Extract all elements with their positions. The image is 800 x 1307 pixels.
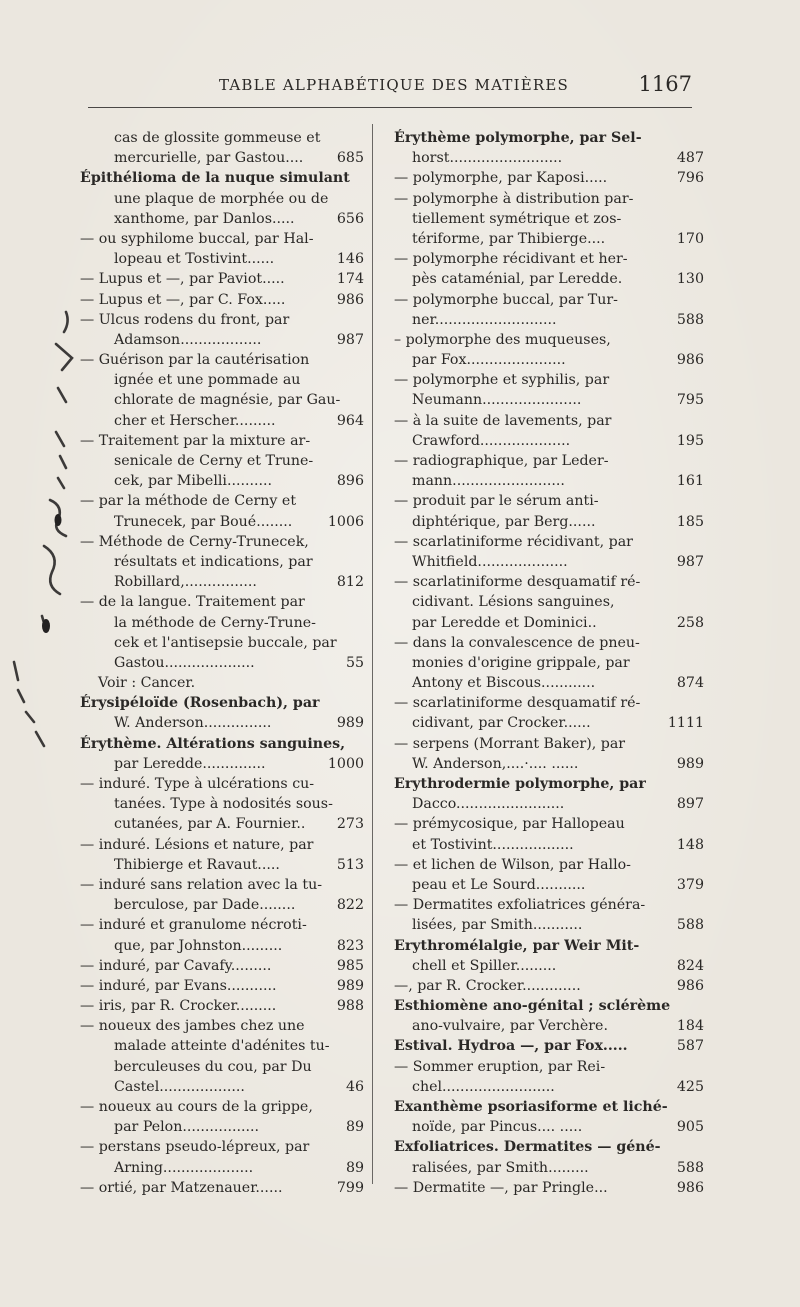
entry-text: — prémycosique, par Hallopeau (394, 816, 625, 833)
entry-text: Trunecek, par Boué........ (114, 513, 293, 530)
entry-text: — induré, par Evans........... (80, 977, 277, 994)
entry-page-ref: 1111 (667, 715, 704, 732)
entry-page-ref: 148 (676, 836, 704, 853)
left-index-column (80, 128, 364, 1198)
entry-text: — polymorphe buccal, par Tur- (394, 291, 618, 308)
index-entry-line (394, 128, 692, 148)
entry-text: — perstans pseudo-lépreux, par (80, 1139, 310, 1156)
index-entry-line (394, 1036, 704, 1056)
entry-page-ref: 185 (676, 513, 704, 530)
entry-page-ref: 587 (676, 1038, 704, 1055)
entry-text: — et lichen de Wilson, par Hallo- (394, 856, 631, 873)
index-entry-line (80, 572, 364, 592)
entry-text: — iris, par R. Crocker......... (80, 998, 277, 1015)
entry-text: Castel................... (114, 1078, 245, 1095)
entry-text: – polymorphe des muqueuses, (394, 331, 611, 348)
entry-page-ref: 897 (676, 796, 704, 813)
entry-text: berculeuses du cou, par Du (114, 1058, 312, 1075)
entry-text: chell et Spiller......... (412, 957, 557, 974)
index-entry-line (80, 835, 344, 855)
entry-text: lopeau et Tostivint...... (114, 251, 275, 268)
index-entry-line (394, 835, 704, 855)
page-header (88, 72, 700, 100)
index-entry-line (394, 875, 704, 895)
index-entry-line (394, 936, 692, 956)
entry-text: tériforme, par Thibierge.... (412, 230, 606, 247)
index-entry-line (80, 491, 344, 511)
page-number: 1167 (638, 72, 692, 96)
index-entry-line (394, 168, 704, 188)
entry-page-ref: 588 (676, 1159, 704, 1176)
entry-text: la méthode de Cerny-Trune- (114, 614, 316, 631)
entry-text: — induré. Lésions et nature, par (80, 836, 314, 853)
entry-page-ref: 89 (345, 1159, 364, 1176)
index-entry-line (80, 653, 364, 673)
index-entry-line (394, 512, 704, 532)
entry-text: — Lupus et —, par C. Fox..... (80, 291, 286, 308)
entry-text: — radiographique, par Leder- (394, 453, 609, 469)
entry-text: tiellement symétrique et zos- (412, 210, 622, 227)
entry-text: cutanées, par A. Fournier.. (114, 816, 306, 833)
entry-text: par Leredde et Dominici.. (412, 614, 597, 631)
entry-text: Thibierge et Ravaut..... (114, 856, 280, 873)
index-entry-line (80, 512, 364, 532)
entry-page-ref: 986 (676, 352, 704, 369)
index-entry-line (80, 1178, 364, 1198)
index-entry-line (80, 734, 344, 754)
entry-text: cek, par Mibelli.......... (114, 473, 273, 490)
index-entry-line (394, 1117, 704, 1137)
index-entry-line (394, 532, 692, 552)
index-entry-line (394, 592, 692, 612)
index-entry-line (394, 249, 692, 269)
right-index-column (394, 128, 704, 1198)
index-entry-line (394, 713, 704, 733)
entry-page-ref: 896 (336, 473, 364, 490)
entry-text: — dans la convalescence de pneu- (394, 634, 640, 651)
entry-page-ref: 258 (676, 614, 704, 631)
entry-page-ref: 161 (676, 473, 704, 490)
index-entry-line (394, 673, 704, 693)
index-entry-line (80, 269, 364, 289)
index-entry-line (394, 613, 704, 633)
index-entry-line (394, 734, 692, 754)
index-entry-line (394, 1057, 692, 1077)
entry-page-ref: 273 (336, 816, 364, 833)
entry-text: et Tostivint.................. (412, 836, 574, 853)
index-entry-line (80, 956, 364, 976)
entry-text: Antony et Biscous............ (412, 675, 596, 692)
index-entry-line (394, 269, 704, 289)
entry-text: ano-vulvaire, par Verchère. (412, 1018, 608, 1035)
entry-page-ref: 812 (336, 574, 364, 591)
entry-text: — noueux des jambes chez une (80, 1018, 305, 1035)
entry-text: senicale de Cerny et Trune- (114, 453, 314, 469)
entry-text: cher et Herscher......... (114, 412, 276, 429)
index-entry-line (394, 148, 704, 168)
index-entry-line (80, 754, 364, 774)
index-entry-line (80, 996, 364, 1016)
index-entry-line (80, 1097, 344, 1117)
header-rule (88, 107, 692, 108)
entry-page-ref: 987 (676, 553, 704, 570)
entry-text: cas de glossite gommeuse et (114, 130, 321, 146)
entry-text: mann......................... (412, 473, 565, 490)
index-entry-line (80, 411, 364, 431)
index-entry-line (80, 128, 344, 148)
entry-text: — polymorphe et syphilis, par (394, 372, 610, 389)
entry-page-ref: 987 (336, 331, 364, 348)
index-entry-line (394, 229, 704, 249)
entry-page-ref: 513 (336, 856, 364, 873)
index-entry-line (80, 976, 364, 996)
index-entry-line (394, 370, 692, 390)
index-entry-line (394, 693, 692, 713)
index-entry-line (80, 168, 350, 188)
entry-text: par Leredde.............. (114, 755, 266, 772)
entry-page-ref: 174 (336, 271, 364, 288)
index-entry-line (394, 552, 704, 572)
entry-text: — Sommer eruption, par Rei- (394, 1058, 606, 1075)
running-title: TABLE ALPHABÉTIQUE DES MATIÈRES (218, 76, 570, 94)
entry-page-ref: 989 (336, 977, 364, 994)
index-entry-line (394, 431, 704, 451)
index-entry-line (80, 310, 344, 330)
entry-text: — induré. Type à ulcérations cu- (80, 776, 315, 792)
entry-text: cidivant. Lésions sanguines, (412, 594, 615, 611)
entry-text: — Dermatite —, par Pringle... (394, 1179, 608, 1196)
entry-page-ref: 89 (345, 1119, 364, 1136)
index-entry-line (80, 1036, 344, 1056)
entry-text: xanthome, par Danlos..... (114, 210, 295, 227)
entry-text: Crawford.................... (412, 432, 571, 449)
index-entry-line (394, 350, 704, 370)
index-entry-line (80, 1158, 364, 1178)
entry-text: Adamson.................. (114, 331, 262, 348)
entry-text: — de la langue. Traitement par (80, 594, 305, 611)
index-entry-line (80, 431, 344, 451)
entry-page-ref: 487 (676, 150, 704, 167)
entry-page-ref: 874 (676, 675, 704, 692)
entry-text: malade atteinte d'adénites tu- (114, 1038, 330, 1055)
entry-text: ralisées, par Smith......... (412, 1159, 589, 1176)
entry-page-ref: 46 (345, 1078, 364, 1095)
entry-text: une plaque de morphée ou de (114, 190, 329, 207)
index-entry-line (80, 229, 344, 249)
entry-text: — produit par le sérum anti- (394, 493, 599, 510)
entry-text: Whitfield.................... (412, 553, 568, 570)
index-entry-line (394, 956, 704, 976)
entry-text: — ou syphilome buccal, par Hal- (80, 230, 314, 247)
index-entry-line (394, 633, 692, 653)
entry-page-ref: 588 (676, 311, 704, 328)
entry-text: Exanthème psoriasiforme et liché- (394, 1099, 668, 1115)
index-entry-line (394, 1097, 692, 1117)
index-entry-line (394, 1016, 704, 1036)
entry-text: Esthiomène ano-génital ; sclérème (394, 998, 671, 1015)
entry-text: que, par Johnston......... (114, 937, 283, 954)
entry-page-ref: 988 (336, 998, 364, 1015)
index-entry-line (80, 290, 364, 310)
entry-page-ref: 379 (676, 876, 704, 893)
entry-page-ref: 986 (336, 291, 364, 308)
index-entry-line (80, 592, 344, 612)
entry-page-ref: 146 (336, 251, 364, 268)
entry-page-ref: 985 (336, 957, 364, 974)
entry-text: — noueux au cours de la grippe, (80, 1099, 313, 1115)
index-entry-line (80, 1117, 364, 1137)
index-entry-line (394, 1158, 704, 1178)
entry-text: — Méthode de Cerny-Trunecek, (80, 533, 309, 550)
entry-text: chlorate de magnésie, par Gau- (114, 392, 341, 409)
index-entry-line (80, 713, 364, 733)
index-entry-line (394, 774, 692, 794)
index-entry-line (394, 471, 704, 491)
index-entry-line (80, 189, 344, 209)
index-entry-line (394, 330, 692, 350)
entry-text: résultats et indications, par (114, 553, 313, 570)
index-entry-line (80, 552, 344, 572)
index-entry-line (394, 572, 692, 592)
index-entry-line (80, 209, 364, 229)
entry-page-ref: 184 (676, 1018, 704, 1035)
index-entry-line (394, 895, 692, 915)
index-entry-line (80, 774, 344, 794)
entry-text: — scarlatiniforme récidivant, par (394, 533, 633, 550)
entry-text: diphtérique, par Berg...... (412, 513, 596, 530)
entry-page-ref: 986 (676, 977, 704, 994)
index-entry-line (394, 653, 692, 673)
index-entry-line (394, 915, 704, 935)
index-entry-line (80, 814, 364, 834)
index-entry-line (394, 996, 692, 1016)
entry-text: — Dermatites exfoliatrices généra- (394, 897, 646, 914)
entry-text: mercurielle, par Gastou.... (114, 150, 304, 167)
index-entry-line (80, 895, 364, 915)
index-entry-line (394, 1178, 704, 1198)
entry-text: — Traitement par la mixture ar- (80, 432, 311, 449)
index-entry-line (80, 471, 364, 491)
entry-page-ref: 822 (336, 897, 364, 914)
entry-text: — induré, par Cavafy......... (80, 957, 272, 974)
index-entry-line (394, 754, 704, 774)
index-entry-line (394, 310, 704, 330)
entry-page-ref: 1000 (327, 755, 364, 772)
entry-page-ref: 795 (676, 392, 704, 409)
entry-page-ref: 799 (336, 1179, 364, 1196)
entry-text: Erythrodermie polymorphe, par (394, 776, 646, 792)
index-entry-line (394, 411, 692, 431)
entry-text: Neumann...................... (412, 392, 582, 409)
index-entry-line (80, 855, 364, 875)
index-entry-line (80, 613, 344, 633)
entry-text: berculose, par Dade........ (114, 897, 296, 914)
index-entry-line (80, 633, 344, 653)
index-entry-line (394, 1137, 692, 1157)
entry-text: par Fox...................... (412, 352, 566, 369)
index-entry-line (394, 976, 704, 996)
index-entry-line (394, 794, 704, 814)
index-entry-line (394, 451, 692, 471)
entry-text: horst......................... (412, 150, 563, 167)
index-entry-line (394, 189, 692, 209)
index-entry-line (80, 350, 344, 370)
entry-text: cidivant, par Crocker...... (412, 715, 591, 732)
entry-text: cek et l'antisepsie buccale, par (114, 634, 337, 651)
entry-text: monies d'origine grippale, par (412, 654, 630, 671)
entry-text: ner........................... (412, 311, 557, 328)
entry-text: Voir : Cancer. (98, 675, 196, 692)
entry-text: — scarlatiniforme desquamatif ré- (394, 574, 641, 591)
column-divider (372, 124, 373, 1184)
entry-page-ref: 588 (676, 917, 704, 934)
index-entry-line (394, 290, 692, 310)
entry-page-ref: 989 (676, 755, 704, 772)
entry-page-ref: 170 (676, 230, 704, 247)
entry-text: par Pelon................. (114, 1119, 260, 1136)
entry-text: chel......................... (412, 1078, 555, 1095)
index-entry-line (80, 936, 364, 956)
entry-text: — serpens (Morrant Baker), par (394, 735, 626, 752)
entry-text: — polymorphe récidivant et her- (394, 251, 628, 268)
entry-text: Érythème. Altérations sanguines, (80, 735, 346, 752)
index-entry-line (80, 693, 344, 713)
index-entry-line (394, 390, 704, 410)
index-entry-line (80, 451, 344, 471)
entry-page-ref: 195 (676, 432, 704, 449)
entry-page-ref: 964 (336, 412, 364, 429)
entry-text: tanées. Type à nodosités sous- (114, 796, 333, 813)
entry-text: Exfoliatrices. Dermatites — géné- (394, 1139, 661, 1156)
index-entry-line (80, 148, 364, 168)
entry-page-ref: 656 (336, 210, 364, 227)
entry-text: ignée et une pommade au (114, 372, 301, 389)
index-entry-line (80, 673, 344, 693)
index-entry-line (80, 1077, 364, 1097)
index-entry-line (394, 209, 692, 229)
entry-text: lisées, par Smith........... (412, 917, 583, 934)
entry-text: —, par R. Crocker............. (394, 977, 581, 994)
index-entry-line (80, 390, 344, 410)
entry-text: — polymorphe, par Kaposi..... (394, 170, 608, 187)
index-entry-line (80, 370, 344, 390)
entry-text: Erythromélalgie, par Weir Mit- (394, 937, 640, 954)
entry-text: peau et Le Sourd........... (412, 876, 586, 893)
index-entry-line (80, 915, 344, 935)
entry-page-ref: 823 (336, 937, 364, 954)
entry-text: Dacco........................ (412, 796, 565, 813)
entry-text: — Guérison par la cautérisation (80, 352, 310, 369)
entry-text: — induré sans relation avec la tu- (80, 876, 323, 893)
entry-text: Estival. Hydroa —, par Fox..... (394, 1038, 628, 1055)
index-entry-line (80, 1137, 344, 1157)
index-entry-line (394, 855, 692, 875)
entry-text: Érysipéloïde (Rosenbach), par (80, 695, 320, 712)
index-entry-line (394, 814, 692, 834)
index-entry-line (80, 875, 344, 895)
entry-page-ref: 905 (676, 1119, 704, 1136)
entry-page-ref: 425 (676, 1078, 704, 1095)
entry-text: W. Anderson............... (114, 715, 272, 732)
entry-page-ref: 55 (345, 654, 364, 671)
index-entry-line (80, 1016, 344, 1036)
entry-page-ref: 685 (336, 150, 364, 167)
entry-text: — par la méthode de Cerny et (80, 493, 297, 510)
index-entry-line (394, 491, 692, 511)
entry-page-ref: 1006 (327, 513, 364, 530)
entry-page-ref: 130 (676, 271, 704, 288)
index-entry-line (394, 1077, 704, 1097)
entry-text: Érythème polymorphe, par Sel- (394, 130, 642, 146)
entry-text: — Ulcus rodens du front, par (80, 311, 290, 328)
entry-text: Épithélioma de la nuque simulant (80, 170, 350, 187)
index-entry-line (80, 794, 344, 814)
entry-page-ref: 824 (676, 957, 704, 974)
entry-text: Robillard,................ (114, 574, 257, 591)
index-entry-line (80, 330, 364, 350)
entry-text: — à la suite de lavements, par (394, 412, 612, 429)
index-entry-line (80, 532, 344, 552)
entry-text: — ortié, par Matzenauer...... (80, 1179, 283, 1196)
entry-text: — polymorphe à distribution par- (394, 190, 634, 207)
entry-text: — Lupus et —, par Paviot..... (80, 271, 285, 288)
index-entry-line (80, 249, 364, 269)
index-entry-line (80, 1057, 344, 1077)
entry-page-ref: 989 (336, 715, 364, 732)
entry-text: Arning.................... (114, 1159, 254, 1176)
entry-text: — induré et granulome nécroti- (80, 917, 307, 934)
entry-text: noïde, par Pincus.... ..... (412, 1119, 583, 1136)
entry-text: pès cataménial, par Leredde. (412, 271, 623, 288)
entry-page-ref: 986 (676, 1179, 704, 1196)
entry-page-ref: 796 (676, 170, 704, 187)
entry-text: Gastou.................... (114, 654, 255, 671)
entry-text: — scarlatiniforme desquamatif ré- (394, 695, 641, 712)
entry-text: W. Anderson,....·.... ...... (412, 755, 579, 772)
